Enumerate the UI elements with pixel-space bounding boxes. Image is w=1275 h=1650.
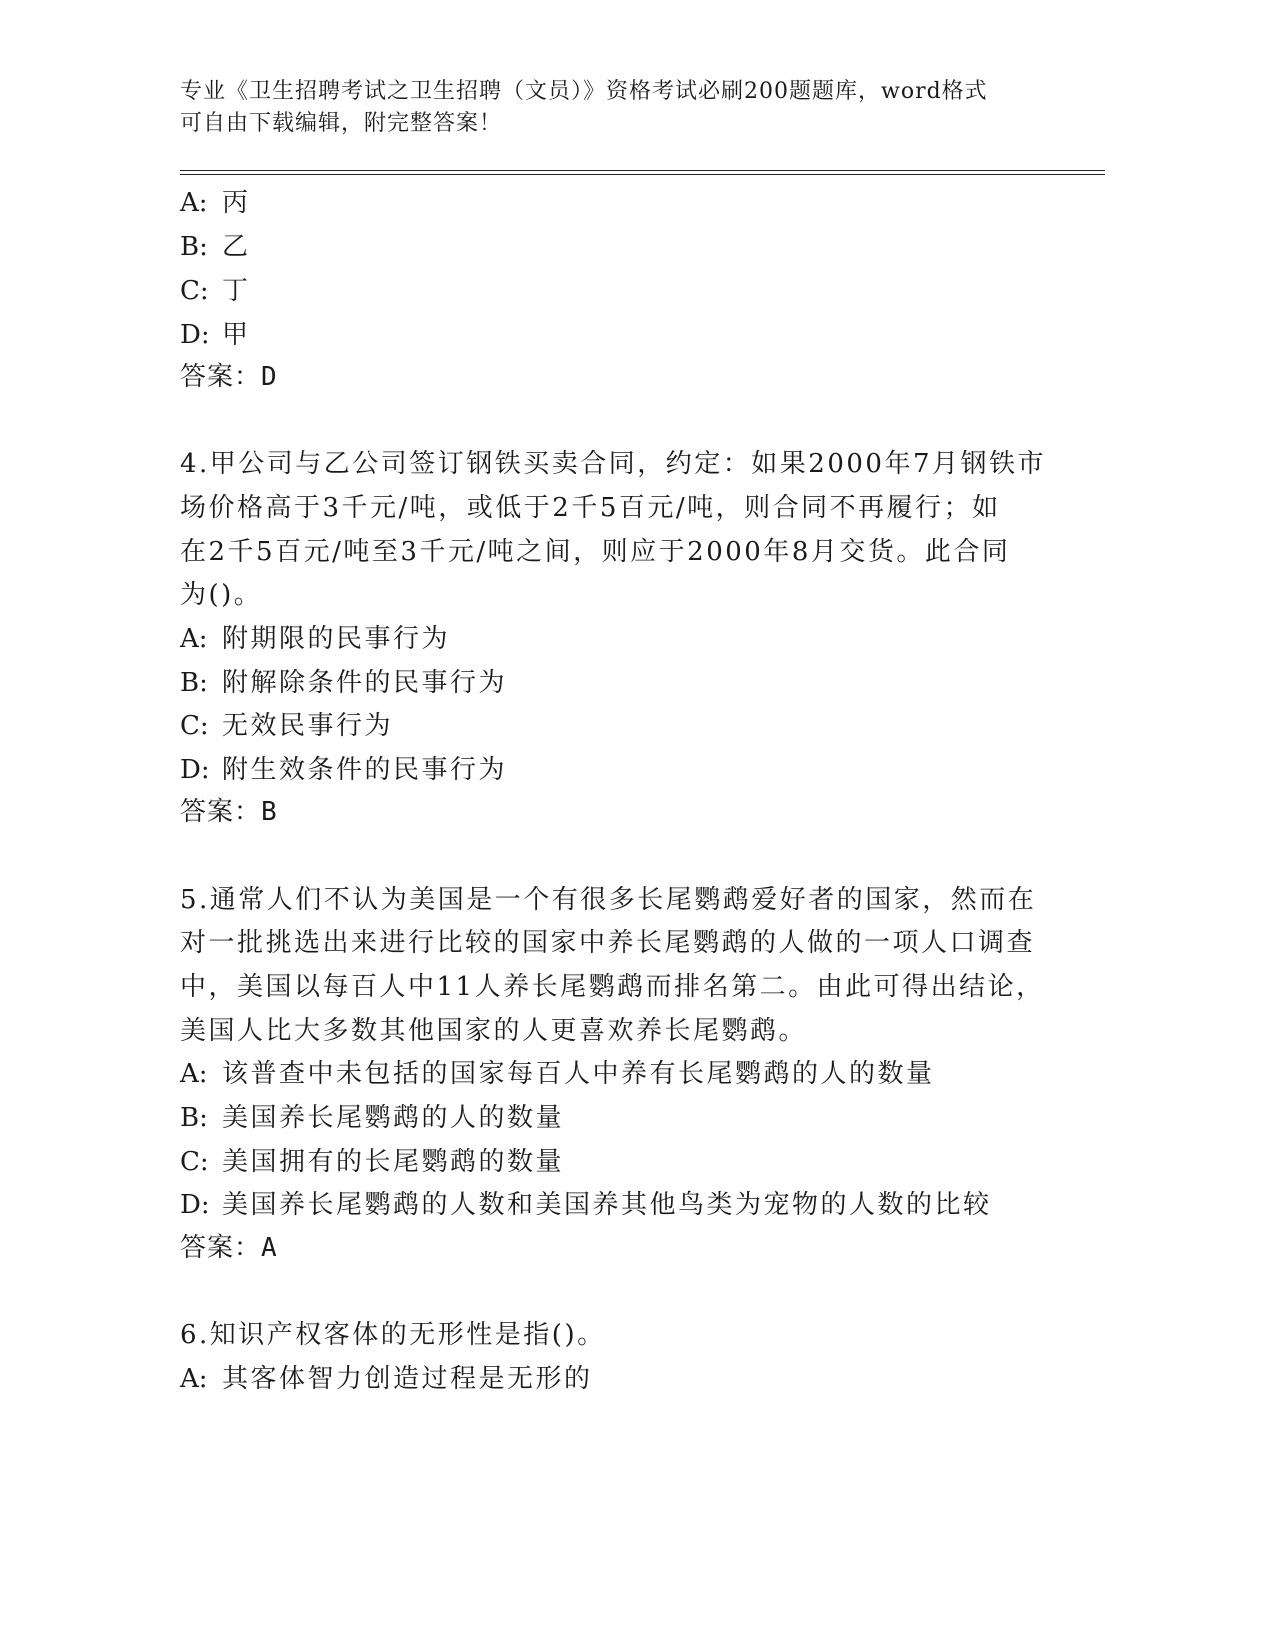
answer-label: 答案：: [180, 797, 262, 827]
q4-stem-line-1: 4.甲公司与乙公司签订钢铁买卖合同，约定：如果2000年7月钢铁市: [180, 449, 1047, 479]
document-header-line-1: 专业《卫生招聘考试之卫生招聘（文员）》资格考试必刷200题题库，word格式: [180, 79, 988, 104]
option-label: B:: [180, 668, 208, 698]
q5-option-c: [180, 1149, 564, 1175]
answer-value: D: [261, 362, 278, 392]
answer-value: B: [261, 797, 278, 827]
q4-stem-line-2: 场价格高于3千元/吨，或低于2千5百元/吨，则合同不再履行；如: [180, 493, 1001, 523]
option-text: 无效民事行为: [222, 711, 394, 741]
option-text: 乙: [222, 232, 251, 262]
option-text: 附生效条件的民事行为: [222, 755, 508, 785]
header-divider-top: [180, 170, 1105, 171]
q3-option-c: [180, 278, 251, 304]
q5-option-a: [180, 1061, 935, 1087]
q4-option-c: [180, 713, 393, 739]
option-text: 甲: [222, 320, 251, 350]
q3-answer: [180, 364, 278, 390]
q6-option-a: [180, 1366, 593, 1392]
option-label: D:: [180, 755, 210, 785]
q4-option-a: [180, 626, 450, 652]
q3-option-b: [180, 234, 251, 260]
option-label: A:: [180, 1059, 208, 1089]
option-label: A:: [180, 188, 208, 218]
q5-option-b: [180, 1105, 564, 1131]
option-text: 丁: [222, 276, 251, 306]
option-label: C:: [180, 1147, 209, 1177]
option-label: B:: [180, 1103, 208, 1133]
q5-stem-line-3: 中，美国以每百人中11人养长尾鹦鹉而排名第二。由此可得出结论，: [180, 972, 1045, 1002]
option-label: A:: [180, 624, 208, 654]
q3-option-d: [180, 322, 251, 348]
option-label: B:: [180, 232, 208, 262]
q4-option-d: [180, 757, 507, 783]
q4-stem-line-3: 在2千5百元/吨至3千元/吨之间，则应于2000年8月交货。此合同: [180, 537, 1011, 567]
option-text: 美国养长尾鹦鹉的人数和美国养其他鸟类为宠物的人数的比较: [222, 1190, 992, 1220]
answer-value: A: [261, 1233, 278, 1263]
q4-option-b: [180, 670, 507, 696]
q5-answer: [180, 1235, 278, 1261]
option-text: 丙: [222, 188, 251, 218]
q5-option-d: [180, 1192, 992, 1218]
answer-label: 答案：: [180, 1233, 262, 1263]
option-text: 该普查中未包括的国家每百人中养有长尾鹦鹉的人的数量: [222, 1059, 935, 1089]
option-label: D:: [180, 1190, 210, 1220]
option-text: 美国养长尾鹦鹉的人的数量: [222, 1103, 565, 1133]
option-text: 附期限的民事行为: [222, 624, 451, 654]
q4-stem-line-4: 为()。: [180, 580, 263, 610]
q4-answer: [180, 799, 278, 825]
q5-stem-line-4: 美国人比大多数其他国家的人更喜欢养长尾鹦鹉。: [180, 1016, 808, 1046]
option-label: D:: [180, 320, 210, 350]
option-text: 美国拥有的长尾鹦鹉的数量: [222, 1147, 565, 1177]
option-text: 其客体智力创造过程是无形的: [222, 1364, 593, 1394]
header-divider-bottom: [180, 174, 1105, 175]
q3-option-a: [180, 190, 251, 216]
option-label: C:: [180, 711, 209, 741]
answer-label: 答案：: [180, 362, 262, 392]
option-text: 附解除条件的民事行为: [222, 668, 508, 698]
option-label: C:: [180, 276, 209, 306]
document-header-line-2: 可自由下载编辑，附完整答案！: [180, 111, 503, 136]
q5-stem-line-1: 5.通常人们不认为美国是一个有很多长尾鹦鹉爱好者的国家，然而在: [180, 885, 1037, 915]
q6-stem-line-1: 6.知识产权客体的无形性是指()。: [180, 1320, 606, 1350]
option-label: A:: [180, 1364, 208, 1394]
q5-stem-line-2: 对一批挑选出来进行比较的国家中养长尾鹦鹉的人做的一项人口调查: [180, 928, 1036, 958]
